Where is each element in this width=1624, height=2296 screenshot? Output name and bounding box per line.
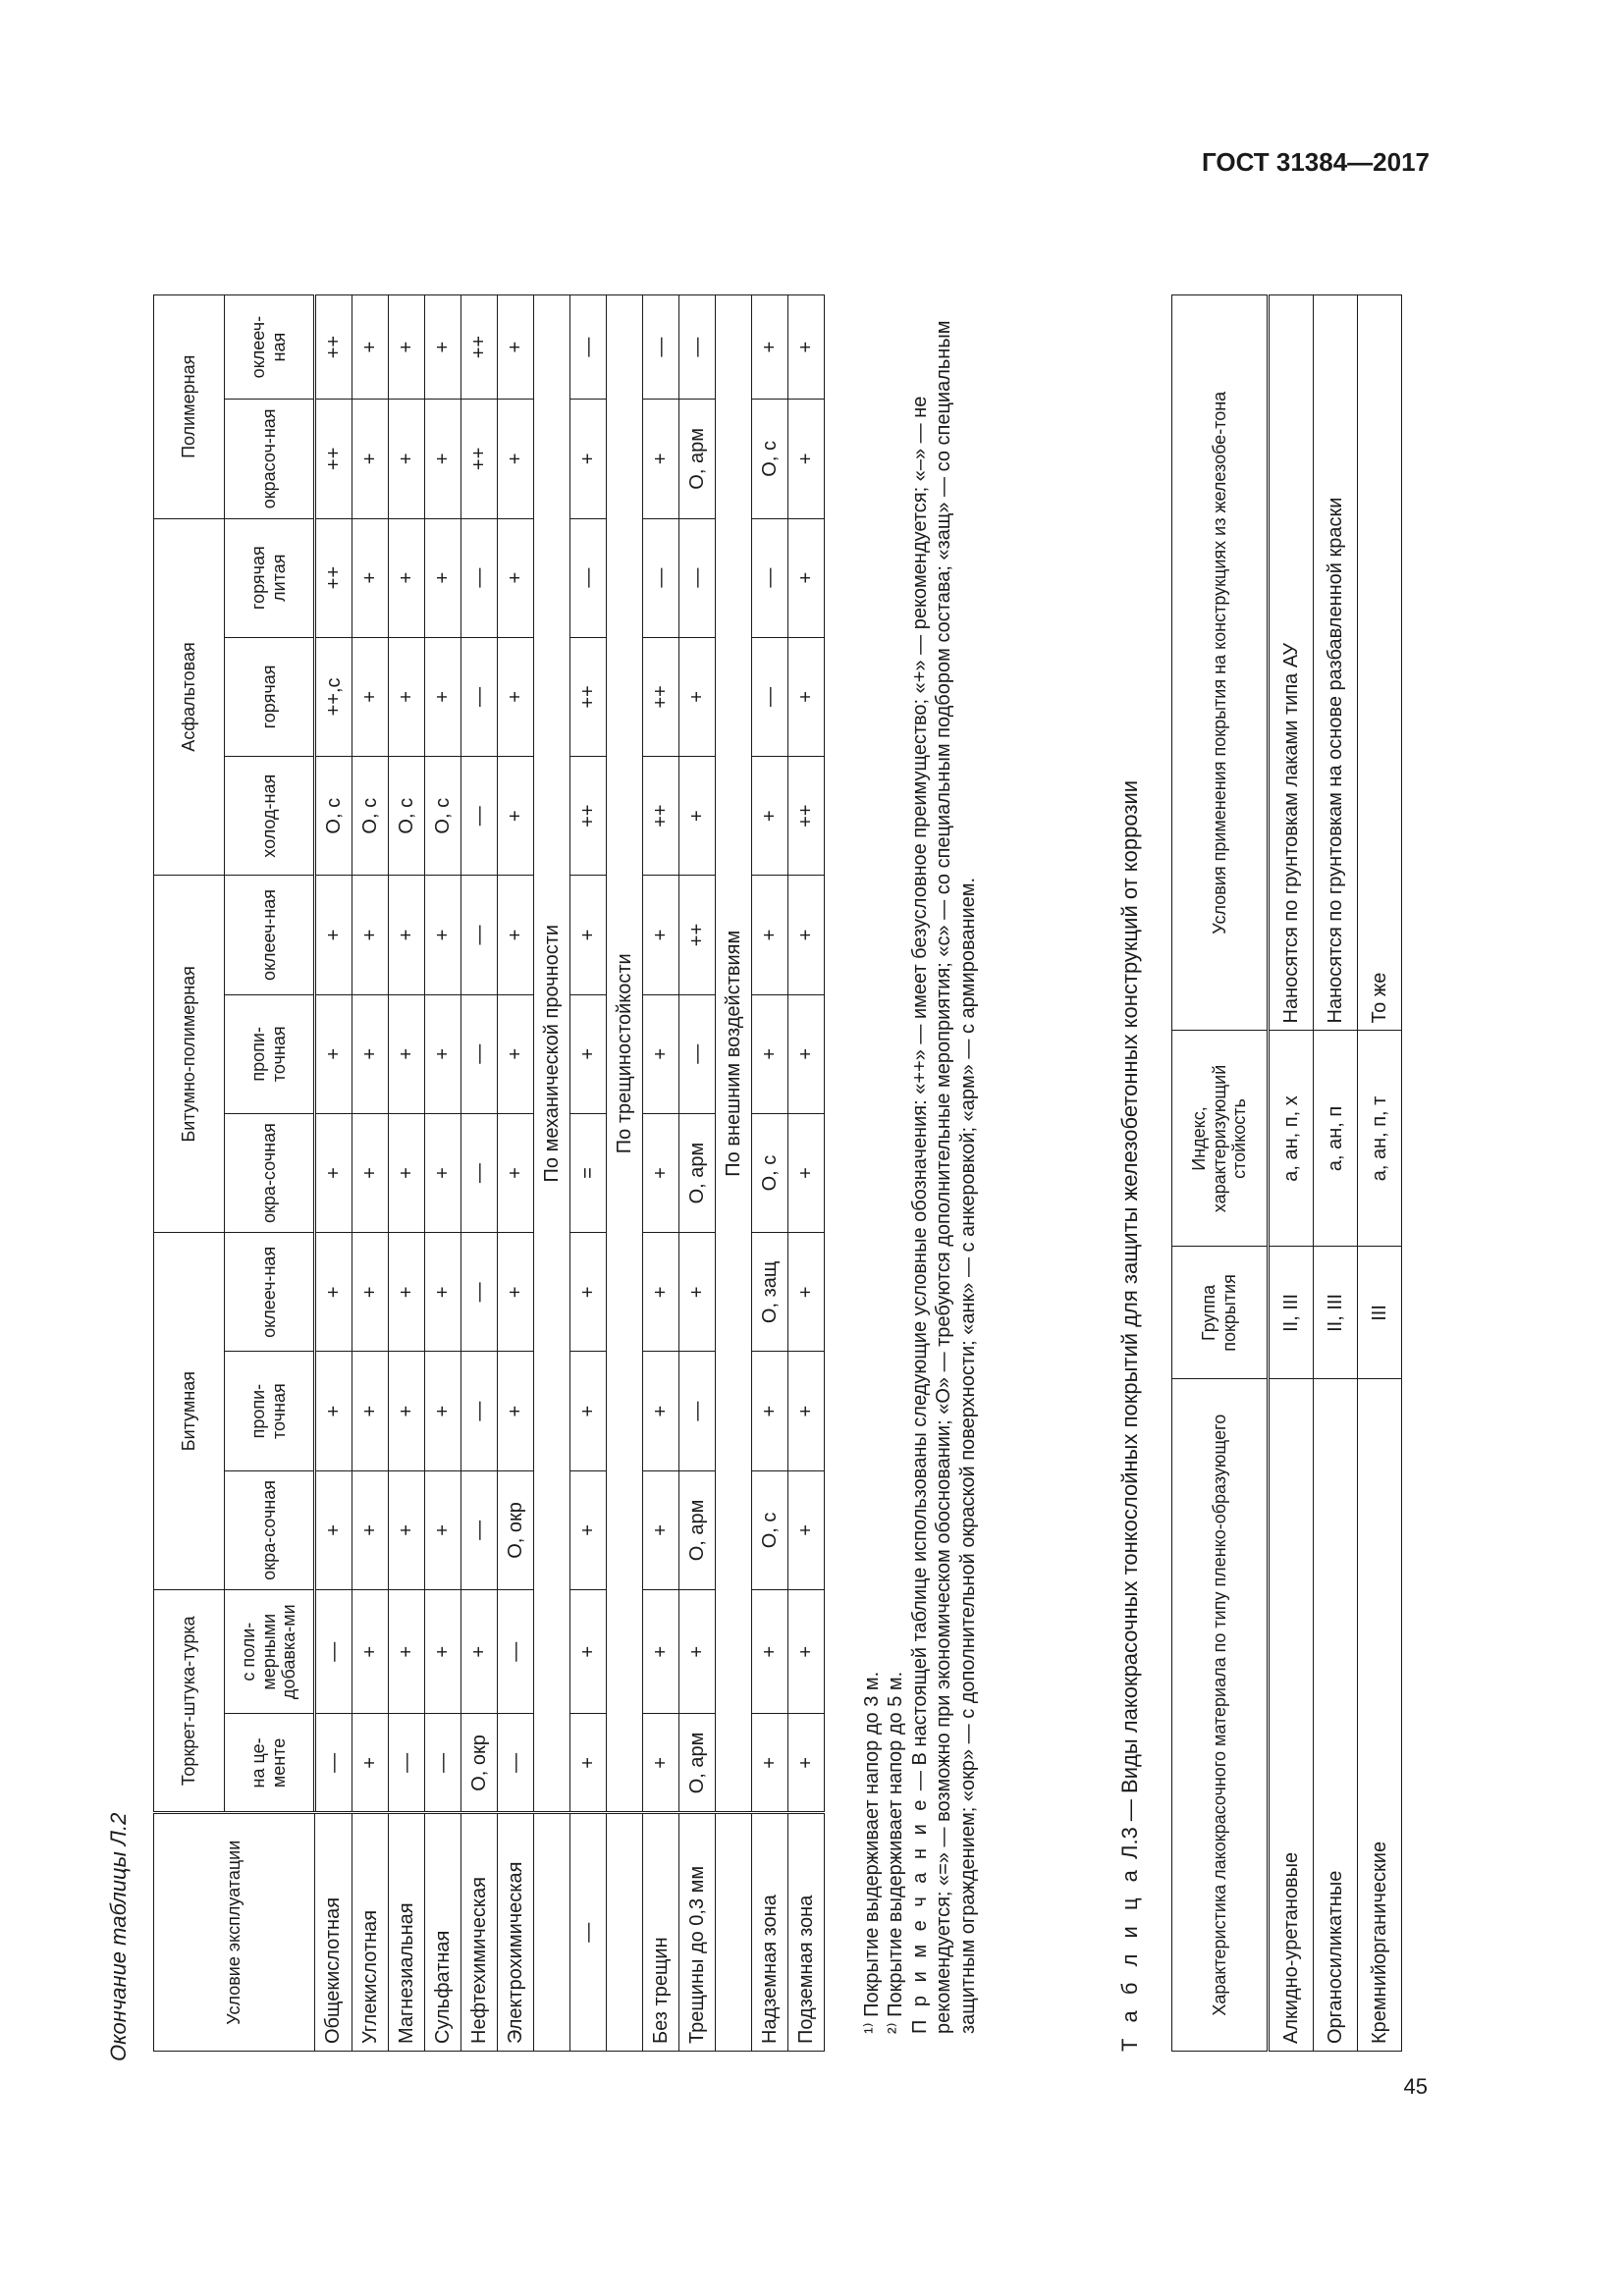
table-row	[498, 295, 534, 2052]
cell: +	[679, 757, 716, 876]
cell: ++,с	[315, 637, 352, 756]
cell: +	[752, 757, 788, 876]
cell: О, с	[389, 757, 425, 876]
cell: —	[461, 1113, 498, 1232]
cell: +	[643, 1113, 679, 1232]
table-row	[425, 295, 461, 2052]
cell: +	[498, 1233, 534, 1352]
row-label: Углекислотная	[352, 1813, 389, 2052]
cell: +	[788, 637, 825, 756]
cell: +	[315, 994, 352, 1113]
cell: а, ан, п, т	[1358, 1031, 1402, 1247]
subheader: с поли-мерными добавка-ми	[225, 1590, 315, 1714]
header-asphalt: Асфальтовая	[154, 518, 225, 876]
cell: +	[389, 295, 425, 400]
cell: О, окр	[461, 1714, 498, 1813]
row-label: Общекислотная	[315, 1813, 352, 2052]
cell: +	[498, 295, 534, 400]
cell: —	[461, 876, 498, 994]
table-row	[1314, 295, 1358, 2052]
cell: О, с	[425, 757, 461, 876]
section-row	[716, 295, 752, 2052]
cell: +	[752, 295, 788, 400]
section-label-empty	[716, 1813, 752, 2052]
cell: +	[352, 994, 389, 1113]
cell: +	[315, 1352, 352, 1470]
subheader: окра-сочная	[225, 1470, 315, 1589]
cell: —	[498, 1590, 534, 1714]
cell: +	[752, 994, 788, 1113]
subheader: окра-сочная	[225, 1113, 315, 1232]
cell: +	[389, 518, 425, 637]
cell: +	[389, 1590, 425, 1714]
cell: +	[788, 1470, 825, 1589]
cell: —	[389, 1714, 425, 1813]
cell: —	[752, 637, 788, 756]
header-bitpoly: Битумно-полимерная	[154, 876, 225, 1233]
cell: О, окр	[498, 1470, 534, 1589]
cell: +	[425, 637, 461, 756]
cell: +	[389, 1470, 425, 1589]
cell: —	[752, 518, 788, 637]
subheader: холод-ная	[225, 757, 315, 876]
cell: +	[752, 876, 788, 994]
cell: +	[498, 400, 534, 518]
cell: +	[352, 876, 389, 994]
cell: +	[788, 295, 825, 400]
cell: +	[425, 295, 461, 400]
cell: —	[643, 295, 679, 400]
cell: —	[461, 1352, 498, 1470]
cell: +	[498, 1113, 534, 1232]
cell: =	[570, 1113, 607, 1232]
cell: +	[752, 1352, 788, 1470]
cell: +	[352, 1113, 389, 1232]
header-conditions: Условия применения покрытия на конструкциях из железобе-тона	[1172, 295, 1269, 1032]
cell: +	[352, 1714, 389, 1813]
cell: +	[679, 1233, 716, 1352]
cell: +	[679, 637, 716, 756]
note-label: П р и м е ч а н и е	[908, 1795, 931, 2034]
cell: +	[425, 518, 461, 637]
subheader: оклееч-ная	[225, 876, 315, 994]
cell: III	[1358, 1247, 1402, 1379]
cell: +	[643, 1233, 679, 1352]
cell: ++	[570, 757, 607, 876]
table-l3-caption-text: Л.3 — Виды лакокрасочных тонкослойных покрытий для защиты железобетонных конструкций от коррозии	[1117, 779, 1142, 1866]
subheader: пропи-точная	[225, 1352, 315, 1470]
cell: —	[461, 757, 498, 876]
cell: а, ан, п, х	[1269, 1031, 1314, 1247]
cell: О, с	[752, 400, 788, 518]
cell: ++	[315, 295, 352, 400]
cell: +	[498, 757, 534, 876]
cell: —	[679, 518, 716, 637]
cell: ++	[643, 637, 679, 756]
cell: —	[461, 637, 498, 756]
rotated-content	[106, 226, 1451, 2061]
cell: +	[425, 1590, 461, 1714]
note-paragraph	[908, 294, 980, 2052]
cell: +	[570, 1352, 607, 1470]
cell: Алкидно-уретановые	[1269, 1379, 1314, 2052]
cell: +	[570, 876, 607, 994]
cell: +	[788, 876, 825, 994]
section-row	[607, 295, 643, 2052]
table-row	[1358, 295, 1402, 2052]
cell: +	[461, 1590, 498, 1714]
cell: Органосиликатные	[1314, 1379, 1358, 2052]
section-external: По внешним воздействиям	[716, 295, 752, 1813]
cell: О, защ	[752, 1233, 788, 1352]
section-mechanical: По механической прочности	[534, 295, 570, 1813]
table-row	[461, 295, 498, 2052]
row-label: Электрохимическая	[498, 1813, 534, 2052]
cell: —	[679, 994, 716, 1113]
row-label: Подземная зона	[788, 1813, 825, 2052]
cell: +	[570, 994, 607, 1113]
cell: +	[570, 1714, 607, 1813]
cell: О, с	[752, 1470, 788, 1589]
cell: +	[352, 1590, 389, 1714]
cell: О, с	[315, 757, 352, 876]
cell: +	[352, 518, 389, 637]
cell: +	[425, 400, 461, 518]
row-label: Без трещин	[643, 1813, 679, 2052]
cell: +	[788, 518, 825, 637]
cell: +	[788, 1113, 825, 1232]
cell: —	[679, 295, 716, 400]
cell: +	[570, 1590, 607, 1714]
cell: ++	[461, 295, 498, 400]
cell: +	[352, 400, 389, 518]
table-row	[788, 295, 825, 2052]
table-row	[679, 295, 716, 2052]
cell: +	[498, 518, 534, 637]
cell: +	[498, 1352, 534, 1470]
table-row	[315, 295, 352, 2052]
cell: +	[389, 400, 425, 518]
cell: +	[498, 994, 534, 1113]
cell: +	[643, 1714, 679, 1813]
cell: ++	[461, 400, 498, 518]
cell: +	[788, 1352, 825, 1470]
cell: +	[788, 1590, 825, 1714]
cell: +	[425, 1113, 461, 1232]
table-l2-caption: Окончание таблицы Л.2	[106, 1812, 131, 2061]
table-l3-caption	[1117, 780, 1143, 2052]
document-code: ГОСТ 31384—2017	[1202, 147, 1430, 177]
subheader: оклееч-ная	[225, 295, 315, 400]
subheader: на це-менте	[225, 1714, 315, 1813]
cell: О, арм	[679, 400, 716, 518]
cell: +	[498, 637, 534, 756]
cell: +	[643, 1590, 679, 1714]
cell: +	[425, 876, 461, 994]
cell: —	[315, 1590, 352, 1714]
cell: ++	[315, 400, 352, 518]
cell: +	[570, 400, 607, 518]
cell: —	[425, 1714, 461, 1813]
footnote-2: ²⁾ Покрытие выдерживает напор до 5 м.	[885, 1671, 907, 2034]
subheader: горячая литая	[225, 518, 315, 637]
cell: —	[461, 994, 498, 1113]
header-material: Характеристика лакокрасочного материала по типу пленко-образующего	[1172, 1379, 1269, 2052]
cell: +	[570, 1470, 607, 1589]
cell: ++	[679, 876, 716, 994]
cell: II, III	[1314, 1247, 1358, 1379]
subheader: горячая	[225, 637, 315, 756]
cell: То же	[1358, 295, 1402, 1032]
cell: О, арм	[679, 1113, 716, 1232]
cell: +	[643, 1470, 679, 1589]
table-l3-caption-label: Т а б л и ц а	[1117, 1865, 1142, 2052]
cell: ++	[788, 757, 825, 876]
header-torkret: Торкрет-штука-турка	[154, 1590, 225, 1813]
cell: —	[461, 518, 498, 637]
cell: +	[425, 1352, 461, 1470]
cell: +	[643, 1352, 679, 1470]
cell: II, III	[1269, 1247, 1314, 1379]
row-label: Сульфатная	[425, 1813, 461, 2052]
cell: +	[389, 1113, 425, 1232]
cell: —	[461, 1470, 498, 1589]
cell: +	[389, 876, 425, 994]
table-row	[1269, 295, 1314, 2052]
cell: +	[352, 637, 389, 756]
row-label: Нефтехимическая	[461, 1813, 498, 2052]
cell: —	[315, 1714, 352, 1813]
table-row	[352, 295, 389, 2052]
cell: +	[788, 1714, 825, 1813]
page-number: 45	[1403, 2074, 1428, 2099]
cell: +	[570, 1233, 607, 1352]
cell: +	[315, 1233, 352, 1352]
cell: +	[389, 1352, 425, 1470]
cell: —	[570, 518, 607, 637]
cell: ++	[643, 757, 679, 876]
cell: +	[315, 1470, 352, 1589]
note-text: — В настоящей таблице использованы следующие условные обозначения: «++» — имеет безусловное преимущество; «+» — рекомендуется; «–» — не рекомендуется; «=» — возможно при экономическом обосновании; «О» — требуются дополнительные мероприятия; «с» — со специальным подбором состава; «защ» — со специальным защитным ограждением; «окр» — с дополнительной окраской поверхности; «анк» — с анкеровкой; «арм» — с армированием.	[908, 320, 979, 2034]
cell: +	[498, 876, 534, 994]
footnote-1: ¹⁾ Покрытие выдерживает напор до 3 м.	[861, 1671, 883, 2034]
header-condition: Условие эксплуатации	[154, 1813, 315, 2052]
cell: +	[352, 1470, 389, 1589]
table-row	[643, 295, 679, 2052]
cell: +	[389, 1233, 425, 1352]
cell: +	[425, 1470, 461, 1589]
subheader: оклееч-ная	[225, 1233, 315, 1352]
cell: +	[425, 994, 461, 1113]
cell: +	[425, 1233, 461, 1352]
cell: +	[788, 400, 825, 518]
cell: ++	[315, 518, 352, 637]
cell: +	[643, 400, 679, 518]
cell: ++	[570, 637, 607, 756]
cell: О, с	[352, 757, 389, 876]
cell: О, с	[752, 1113, 788, 1232]
cell: —	[643, 518, 679, 637]
cell: —	[461, 1233, 498, 1352]
table-l3	[1171, 294, 1402, 2052]
table-row	[570, 295, 607, 2052]
cell: Наносятся по грунтовкам на основе разбавленной краски	[1314, 295, 1358, 1032]
cell: +	[752, 1590, 788, 1714]
subheader: окрасоч-ная	[225, 400, 315, 518]
section-crack: По трещиностойкости	[607, 295, 643, 1813]
table-row	[752, 295, 788, 2052]
cell: +	[788, 1233, 825, 1352]
section-row	[534, 295, 570, 2052]
cell: +	[643, 994, 679, 1113]
cell: Наносятся по грунтовкам лаками типа АУ	[1269, 295, 1314, 1032]
row-label: —	[570, 1813, 607, 2052]
cell: +	[352, 1233, 389, 1352]
cell: +	[315, 876, 352, 994]
row-label: Трещины до 0,3 мм	[679, 1813, 716, 2052]
cell: —	[679, 1352, 716, 1470]
cell: Кремнийорганические	[1358, 1379, 1402, 2052]
cell: +	[389, 994, 425, 1113]
cell: а, ан, п	[1314, 1031, 1358, 1247]
cell: О, арм	[679, 1470, 716, 1589]
header-bitum: Битумная	[154, 1233, 225, 1590]
cell: —	[498, 1714, 534, 1813]
row-label: Надземная зона	[752, 1813, 788, 2052]
table-notes	[860, 294, 980, 2052]
cell: О, арм	[679, 1714, 716, 1813]
cell: +	[315, 1113, 352, 1232]
table-l2	[153, 294, 825, 2052]
cell: —	[570, 295, 607, 400]
cell: +	[389, 637, 425, 756]
cell: +	[752, 1714, 788, 1813]
section-label-empty	[534, 1813, 570, 2052]
header-polymer: Полимерная	[154, 295, 225, 519]
section-label-empty	[607, 1813, 643, 2052]
cell: +	[352, 1352, 389, 1470]
cell: +	[788, 994, 825, 1113]
table-row	[389, 295, 425, 2052]
header-group: Группа покрытия	[1172, 1247, 1269, 1379]
row-label: Магнезиальная	[389, 1813, 425, 2052]
cell: +	[352, 295, 389, 400]
subheader: пропи-точная	[225, 994, 315, 1113]
cell: +	[643, 876, 679, 994]
cell: +	[679, 1590, 716, 1714]
header-index: Индекс, характеризующий стойкость	[1172, 1031, 1269, 1247]
